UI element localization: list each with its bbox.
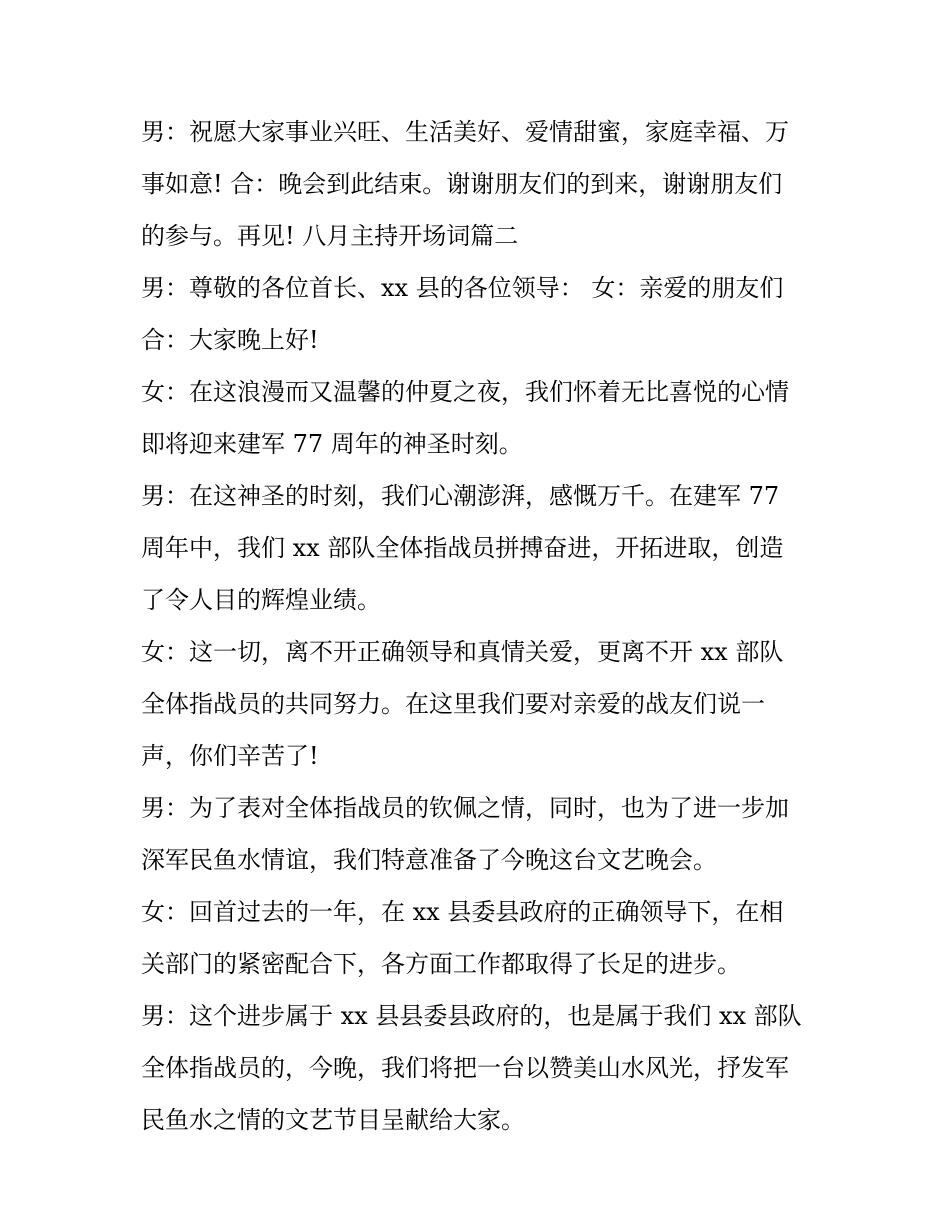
text-line: 男：在这神圣的时刻，我们心潮澎湃，感慨万千。在建军 77 [141, 482, 780, 510]
text-line: 全体指战员的，今晚，我们将把一台以赞美山水风光，抒发军 [141, 1054, 789, 1082]
text-line: 民鱼水之情的文艺节目呈献给大家。 [141, 1106, 525, 1134]
text-line: 即将迎来建军 77 周年的神圣时刻。 [141, 430, 523, 458]
text-line: 合：大家晚上好! [141, 326, 319, 354]
text-line: 关部门的紧密配合下，各方面工作都取得了长足的进步。 [141, 950, 741, 978]
text-line: 的参与。再见! 八月主持开场词篇二 [141, 222, 519, 250]
text-line: 女：这一切，离不开正确领导和真情关爱，更离不开 xx 部队 [141, 638, 784, 666]
text-line: 了令人目的辉煌业绩。 [141, 586, 381, 614]
text-line: 女：在这浪漫而又温馨的仲夏之夜，我们怀着无比喜悦的心情 [141, 378, 789, 406]
text-line: 事如意! 合：晚会到此结束。谢谢朋友们的到来，谢谢朋友们 [141, 170, 783, 198]
text-line: 周年中，我们 xx 部队全体指战员拼搏奋进，开拓进取，创造 [141, 534, 784, 562]
text-line: 深军民鱼水情谊，我们特意准备了今晚这台文艺晚会。 [141, 846, 717, 874]
text-line: 全体指战员的共同努力。在这里我们要对亲爱的战友们说一 [141, 690, 765, 718]
document-body [141, 106, 821, 1146]
text-line: 男：尊敬的各位首长、xx 县的各位领导： 女：亲爱的朋友们 [141, 274, 784, 302]
text-line: 男：祝愿大家事业兴旺、生活美好、爱情甜蜜，家庭幸福、万 [141, 118, 789, 146]
text-line: 男：为了表对全体指战员的钦佩之情，同时，也为了进一步加 [141, 794, 789, 822]
text-line: 男：这个进步属于 xx 县县委县政府的，也是属于我们 xx 部队 [141, 1002, 802, 1030]
text-line: 女：回首过去的一年，在 xx 县委县政府的正确领导下，在相 [141, 898, 784, 926]
text-line: 声，你们辛苦了! [141, 742, 319, 770]
